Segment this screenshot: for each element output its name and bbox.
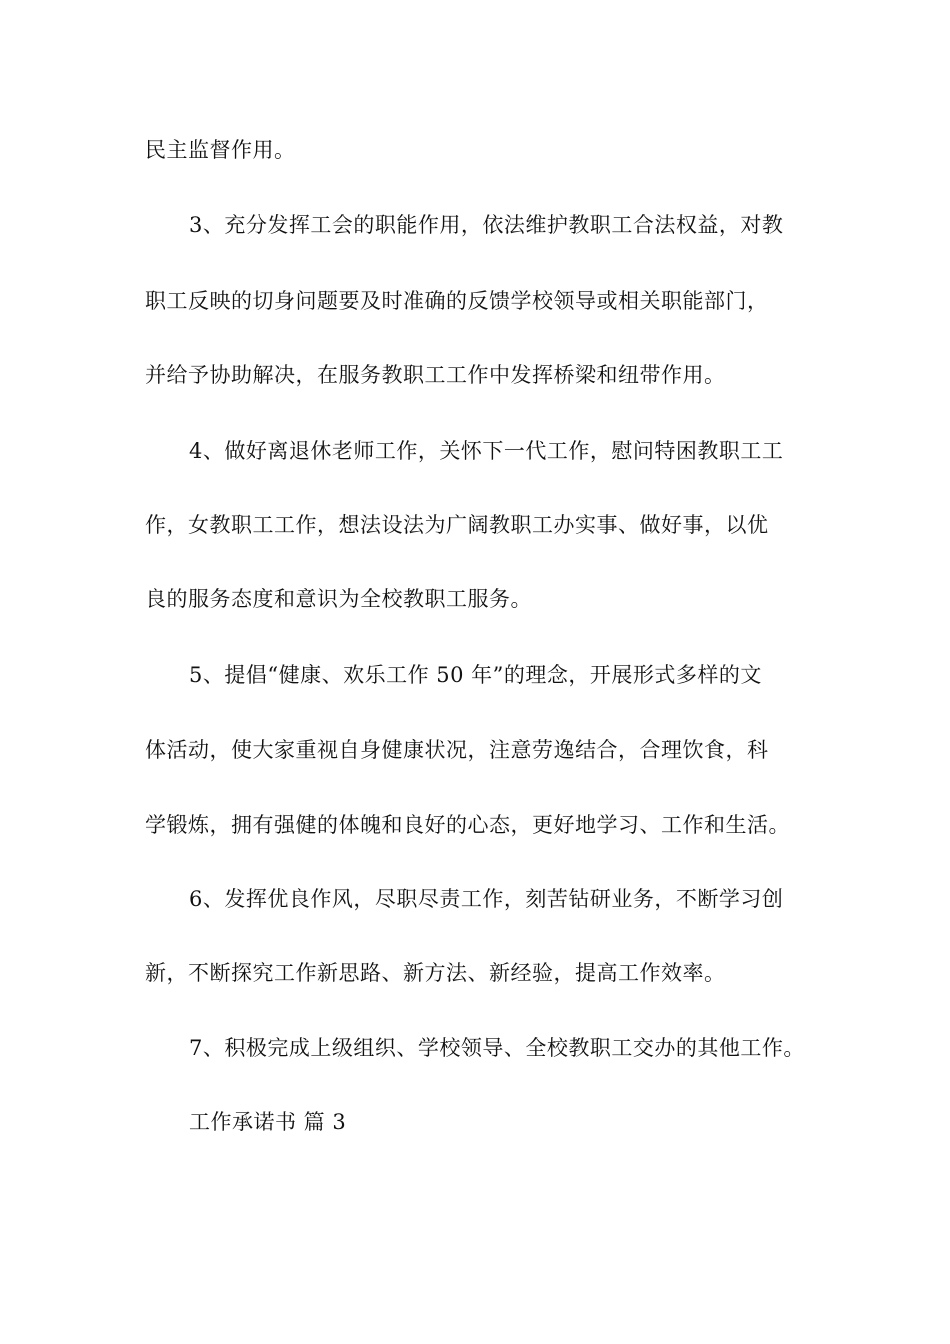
text-line: 作，女教职工工作，想法设法为广阔教职工办实事、做好事，以优 (145, 513, 769, 537)
text-line: 职工反映的切身问题要及时准确的反馈学校领导或相关职能部门， (145, 289, 769, 313)
text-line: 民主监督作用。 (145, 138, 296, 162)
text-line: 6、发挥优良作风，尽职尽责工作，刻苦钻研业务，不断学习创 (189, 887, 784, 911)
text-line: 5、提倡“健康、欢乐工作 50 年”的理念，开展形式多样的文 (189, 663, 762, 687)
text-line: 新，不断探究工作新思路、新方法、新经验，提高工作效率。 (145, 961, 726, 985)
text-line: 良的服务态度和意识为全校教职工服务。 (145, 587, 532, 611)
text-line: 学锻炼，拥有强健的体魄和良好的心态，更好地学习、工作和生活。 (145, 813, 790, 837)
text-line: 7、积极完成上级组织、学校领导、全校教职工交办的其他工作。 (189, 1036, 805, 1060)
text-line: 3、充分发挥工会的职能作用，依法维护教职工合法权益，对教 (189, 213, 784, 237)
text-line: 体活动，使大家重视自身健康状况，注意劳逸结合，合理饮食，科 (145, 738, 769, 762)
text-line: 4、做好离退休老师工作，关怀下一代工作，慰问特困教职工工 (189, 439, 784, 463)
section-heading: 工作承诺书 篇 3 (189, 1110, 347, 1134)
text-line: 并给予协助解决，在服务教职工工作中发挥桥梁和纽带作用。 (145, 363, 726, 387)
